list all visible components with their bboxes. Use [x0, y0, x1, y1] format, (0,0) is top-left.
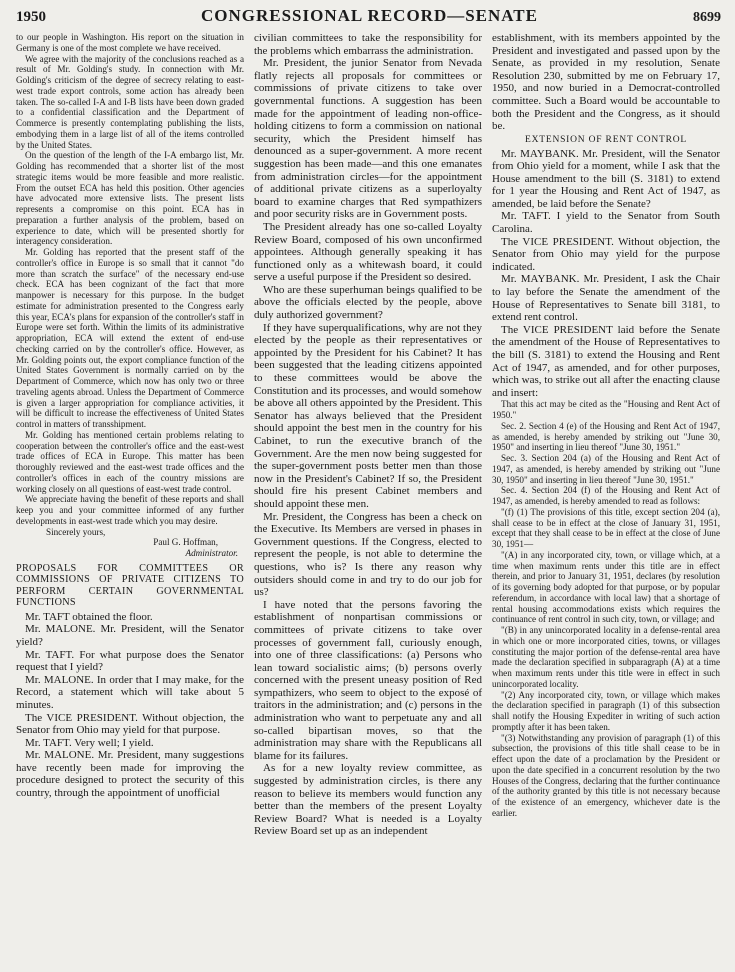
- paragraph: Who are these superhuman beings qualified to be above the officials elected by the people, above duly authorized government?: [254, 283, 482, 322]
- paragraph: The VICE PRESIDENT. Without objection, the Senator from Ohio may yield for that purpose.: [16, 711, 244, 737]
- paragraph: "(A) in any incorporated city, town, or village which, at a time when maximum rents under this title are in effect therein, and prior to January 31, 1951, declares (by resolution of its governing body adopted for that purpose, or by popular referendum, in accordance with local law) that a shortage of rental housing accommodations exists which requires the continuance of rent control in such city, town, or village; and: [492, 549, 720, 625]
- paragraph: The VICE PRESIDENT. Without objection, the Senator from Ohio may yield for the purpose indicated.: [492, 235, 720, 273]
- letter-signature-title: Administrator.: [185, 548, 238, 558]
- paragraph: "(3) Notwithstanding any provision of paragraph (1) of this subsection, the provisions of this title shall cease to be in effect upon the date of a proclamation by the President or upon the date specified in a concurrent resolution by the two Houses of the Congress, declaring that the further continuance of the authority granted by this title is not necessary because of the existence of an emergency, whichever date is the earlier.: [492, 732, 720, 818]
- paragraph: As for a new loyalty review committee, as suggested by administration circles, is there any reason to believe its members would function any better than the members of the present Loyalty Review Board? What is needed is a Loyalty Review Board set up as an independent: [254, 762, 482, 838]
- paragraph: I have noted that the persons favoring the establishment of nonpartisan commissions or committees of private citizens to take over processes of government fall, curiously enough, into one of three classifications: (a) Persons who lean toward socialistic aims; (b) persons overly concerned with the present uneasy position of Red sympathizers, who seem to object to the exposé of traitors in the administration; and (c) persons in the administration who want to perpetuate any and all so-called bipartisan moves, so that the administration may share with the Republicans all blame for its failures.: [254, 598, 482, 762]
- paragraph: Mr. MALONE. In order that I may make, for the Record, a statement which will take about 5 minutes.: [16, 673, 244, 711]
- letter-signature: Paul G. Hoffman,: [153, 537, 218, 548]
- paragraph: We appreciate having the benefit of these reports and shall keep you and your committee informed of any further developments in east-west trade which you may desire.: [16, 494, 244, 526]
- paragraph: Mr. MAYBANK. Mr. President, I ask the Chair to lay before the Senate the amendment of the House of Representatives to Senate bill 3181, to extend rent control.: [492, 273, 720, 324]
- paragraph: Sec. 3. Section 204 (a) of the Housing and Rent Act of 1947, as amended, is hereby amended by striking out "June 30, 1950" and inserting in lieu thereof "June 30, 1951.": [492, 453, 720, 485]
- page-header: [16, 6, 721, 28]
- paragraph: Sec. 2. Section 4 (e) of the Housing and Rent Act of 1947, as amended, is hereby amended by striking out "June 30, 1950" and inserting in lieu thereof "June 30, 1951.": [492, 420, 720, 453]
- paragraph: "(f) (1) The provisions of this title, except section 204 (a), shall cease to be in effect at the close of January 31, 1951, except that they shall cease to be in effect at the close of June 30, 1951—: [492, 506, 720, 550]
- section-subheading: EXTENSION OF RENT CONTROL: [524, 134, 688, 145]
- paragraph: If they have superqualifications, why are not they elected by the people as their representatives or appointed by the President for his Cabinet? It has been suggested that the leading citizens appointed to these committees would be above the Constitution and its processes, and would somehow be above all others appointed by the President. This Senator has always believed that the President should appoint the best men in the country for his Cabinet, to run the executive branch of the Government. Are the men now being suggested for the super-government posts better men than those now in the President's Cabinet? If so, the President should fire his present Cabinet members and should appoint these men.: [254, 321, 482, 510]
- paragraph: "(2) Any incorporated city, town, or village which makes the declaration specified in paragraph (1) of this subsection shall notify the Housing Expediter in writing of such action promptly after it has been taken.: [492, 689, 720, 732]
- paragraph: Mr. TAFT. Very well; I yield.: [25, 736, 154, 749]
- paragraph: to our people in Washington. His report on the situation in Germany is one of the most complete we have received.: [16, 32, 244, 53]
- column-2: [254, 32, 482, 838]
- text-columns: [16, 32, 721, 838]
- paragraph: "(B) in any unincorporated locality in a defense-rental area in which one or more incorporated cities, towns, or villages constituting the major portion of the defense-rental area have made the declaration specified in subparagraph (A) at a time when maximum rents under this title were in effect in such unincorporated locality.: [492, 625, 720, 689]
- paragraph: Mr. Golding has mentioned certain problems relating to cooperation between the controller's office and the east-west trade offices of ECA in Europe. This matter has been thoroughly reviewed and the east-west trade offices and the controller's offices in each of the country missions are working closely on all questions of east-west trade control.: [16, 429, 244, 494]
- header-year: 1950: [16, 9, 46, 25]
- paragraph: Mr. TAFT. I yield to the Senator from South Carolina.: [492, 210, 720, 236]
- header-title: CONGRESSIONAL RECORD—SENATE: [200, 6, 538, 25]
- paragraph: We agree with the majority of the conclusions reached as a result of Mr. Golding's study. In connection with Mr. Golding's criticism of the degree of secrecy relating to east-west trade export controls, some action has already been taken. The so-called I-A and I-B lists have been down graded to a confidential classification and the Department of Commerce is presently contemplating publishing the lists, embodying them in a large list of all of the items controlled by the United States.: [16, 53, 244, 150]
- paragraph: Mr. President, the Congress has been a check on the Executive. Its Members are versed in phases in Government questions. If the Congress, elected to represent the people, is not able to determine the questions, who is? Is there any reason why outsiders should come in and try to do our job for us?: [254, 510, 482, 599]
- paragraph: On the question of the length of the I-A embargo list, Mr. Golding has recommended that a shorter list of the most strategic items would be more feasible and more realistic. From the outset ECA has held this position. Other agencies have advocated more extensive lists. The present lists represents a compromise on this point. ECA has in preparation a further analysis of the problem, based on experience to date, which will be presented shortly for interagency consideration.: [16, 150, 244, 247]
- paragraph: Sec. 4. Section 204 (f) of the Housing and Rent Act of 1947, as amended, is hereby amended to read as follows:: [492, 485, 720, 507]
- paragraph: establishment, with its members appointed by the President and investigated and passed upon by the Senate, as provided in my resolution, Senate Resolution 230, submitted by me on February 17, 1950, and now buried in a Democrat-controlled committee. Such a Board would be accountable to both the President and the Congress, as it should be.: [492, 32, 720, 133]
- column-1: [16, 32, 244, 838]
- header-page-number: 8699: [692, 10, 721, 25]
- paragraph: Mr. Golding has reported that the present staff of the controller's office in Europe is so small that it cannot "do more than scratch the surface" of the necessary end-use check. ECA has been cognizant of the fact that more manpower is necessary for this purpose. In the budget estimate for administration presented to the Congress early this year, ECA's plans for expansion of the controller's staff in Europe were set forth. Within the limits of its administrative appropriation, ECA will extend the extent of end-use checking carried on by the controller's office. However, as Mr. Golding points out, the export compliance function of the United States Government is normally carried on by the Department of Commerce, which now has only two or three traveling agents abroad. Unless the Department of Commerce is given a larger appropriation for compliance activities, it will be difficult to increase the effectiveness of United States control in matters of transshipment.: [16, 247, 244, 429]
- letter-closing: Sincerely yours,: [46, 526, 106, 537]
- paragraph: civilian committees to take the responsibility for the problems which embarrass the administration.: [254, 32, 482, 57]
- paragraph: Mr. TAFT obtained the floor.: [25, 610, 153, 623]
- paragraph: Mr. MALONE. Mr. President, will the Senator yield?: [16, 623, 244, 648]
- paragraph: Mr. MAYBANK. Mr. President, will the Senator from Ohio yield for a moment, while I ask that the House amendment to the bill (S. 3181) to extend for 1 year the Housing and Rent Act of 1947, as amended, be laid before the Senate?: [492, 147, 720, 210]
- paragraph: Mr. MALONE. Mr. President, many suggestions have recently been made for improving the procedure designed to protect the security of this country, through the appointment of unofficial: [16, 749, 244, 800]
- paragraph: That this act may be cited as the "Housing and Rent Act of 1950.": [492, 399, 720, 421]
- paragraph: Mr. TAFT. For what purpose does the Senator request that I yield?: [16, 648, 244, 674]
- section-heading: PROPOSALS FOR COMMITTEES OR COMMISSIONS OF PRIVATE CITIZENS TO PERFORM CERTAIN GOVERNMENTAL FUNCTIONS: [16, 562, 244, 609]
- paragraph: The President already has one so-called Loyalty Review Board, composed of his own unconfirmed appointees. Although generally speaking it has functioned only as a whitewash board, it could serve a useful purpose if the President so desired.: [254, 220, 482, 284]
- paragraph: The VICE PRESIDENT laid before the Senate the amendment of the House of Representatives to the bill (S. 3181) to extend the Housing and Rent Act of 1947, as amended, and for other purposes, which was, to strike out all after the enacting clause and insert:: [492, 323, 720, 399]
- paragraph: Mr. President, the junior Senator from Nevada flatly rejects all proposals for committees or commissions of private citizens to take over governmental functions. A suggestion has been made for the appointment of leading non-office-holding citizens to form a commission on national security, which the President himself has denounced as a super-government. A more recent suggestion has been made—and this one emanates from administration circles—for the appointment of additional private citizens as a superloyalty board to examine charges that Red sympathizers and poor security risks are in Government posts.: [254, 57, 482, 221]
- column-3: [492, 32, 720, 838]
